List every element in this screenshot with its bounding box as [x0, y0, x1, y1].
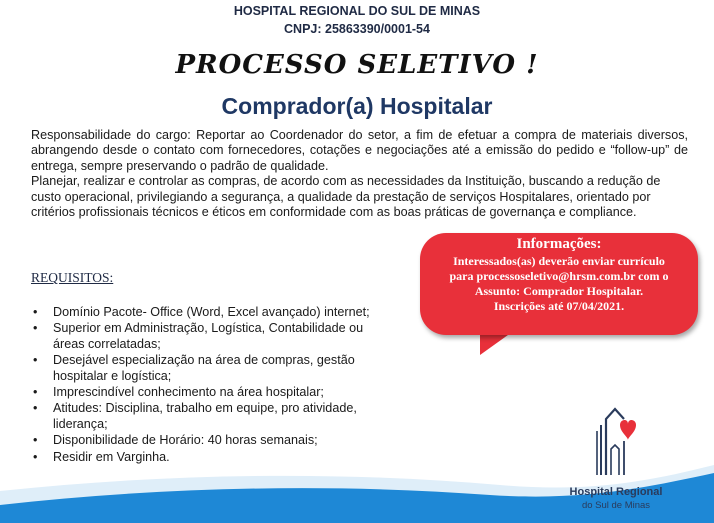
requirement-item: • Residir em Varginha.: [31, 450, 393, 465]
info-title: Informações:: [516, 236, 602, 252]
requirement-item: • Imprescindível conhecimento na área hospitalar;: [31, 385, 393, 400]
requirements-list: [31, 305, 393, 466]
requirement-item: • Domínio Pacote- Office (Word, Excel avançado) internet;: [31, 305, 393, 320]
info-speech-bubble: [420, 233, 698, 335]
hospital-heart-icon: [592, 405, 638, 477]
requirement-item: • Atitudes: Disciplina, trabalho em equipe, pro atividade, liderança;: [31, 401, 393, 432]
logo-subtitle: do Sul de Minas: [581, 500, 651, 511]
info-line: Interessados(as) deverão enviar currículo: [453, 254, 665, 268]
requirements-heading: REQUISITOS:: [31, 270, 114, 285]
info-text: [420, 254, 698, 314]
job-role-title: Comprador(a) Hospitalar: [221, 93, 493, 119]
posting-title: PROCESSO SELETIVO !: [175, 50, 539, 80]
info-line: Assunto: Comprador Hospitalar.: [474, 284, 644, 298]
description-paragraph: Planejar, realizar e controlar as compras, de acordo com as necessidades da Instituição, buscando a redução de custo operacional, privilegiando a segurança, a qualidade da prestação de serviços Hospitalares, orientado por critérios profissionais técnicos e éticos em conformidade com as boas práticas de governança e compliance.: [31, 174, 661, 220]
cnpj-header: CNPJ: 25863390/0001-54: [284, 22, 430, 36]
info-email-line[interactable]: para processoseletivo@hrsm.com.br com o: [449, 269, 669, 283]
requirement-item: • Disponibilidade de Horário: 40 horas semanais;: [31, 433, 393, 448]
description-paragraph: Responsabilidade do cargo: Reportar ao Coordenador do setor, a fim de efetuar a compra de materiais diversos, abrangendo desde o contato com fornecedores, cotações e negociações até a emissão do pedido e “follow-up” de entrega, sempre preservando o padrão de qualidade.: [31, 128, 688, 173]
logo-name: Hospital Regional: [569, 486, 663, 498]
requirement-item: • Desejável especialização na área de compras, gestão hospitalar e logística;: [31, 353, 393, 384]
logo-text: [560, 486, 672, 512]
job-description: [31, 128, 688, 220]
info-line: Inscrições até 07/04/2021.: [493, 299, 625, 313]
requirement-item: • Superior em Administração, Logística, Contabilidade ou áreas correlatadas;: [31, 321, 393, 352]
hospital-name-header: HOSPITAL REGIONAL DO SUL DE MINAS: [233, 4, 481, 18]
